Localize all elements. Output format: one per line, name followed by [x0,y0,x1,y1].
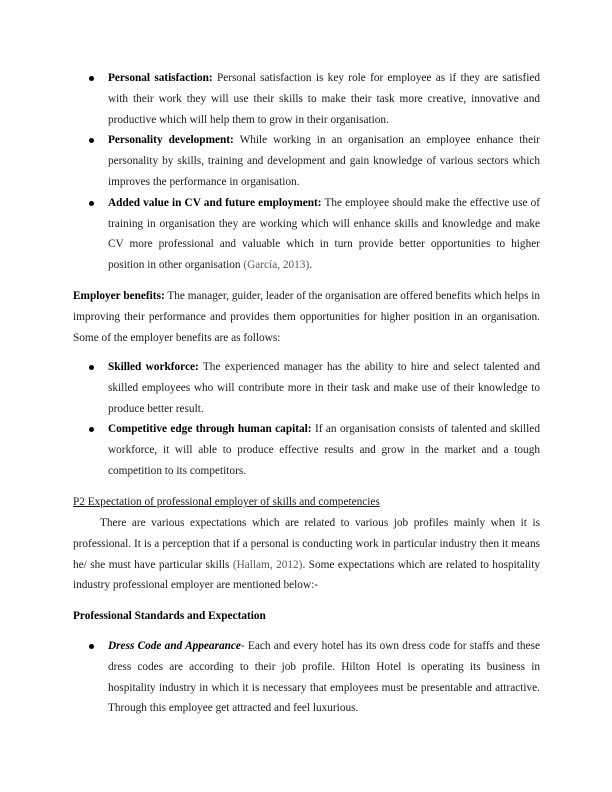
list-item [73,130,540,192]
paragraph-text-end: . Some expectations which are related to hospitality industry professional employer are mentioned below:- [73,558,540,592]
list-item [73,636,540,719]
benefits-bullet-list [73,68,540,276]
bullet-icon [89,644,94,649]
citation: (Hallam, 2012) [232,558,303,571]
list-item [73,419,540,481]
item-text: While working in an organisation an employee enhance their personality by skills, training and development and gain knowledge of various sectors which improves the performance in organisation. [108,134,540,188]
item-term: Skilled workforce: [108,361,199,373]
list-item [73,193,540,276]
bullet-icon [89,201,94,206]
item-text: The experienced manager has the ability to hire and select talented and skilled employees who will contribute more in their task and make use of their knowledge to produce better result. [108,361,540,415]
bullet-icon [89,76,94,81]
item-text: - Each and every hotel has its own dress code for staffs and these dress codes are according to their job profile. Hilton Hotel is operating its business in hospitality industry in which it is necessary that employees must be presentable and attractive. Through this employee get attracted and feel luxurious. [108,640,540,715]
item-term: Personality development: [108,134,234,147]
employer-benefits-paragraph [73,286,540,348]
item-tail: . [309,259,313,272]
paragraph-text: There are various expectations which are related to various job profiles mainly when it is professional. It is a perception that if a personal is conducting work in particular industry then it means he/ she must have particular skills [73,517,540,571]
p2-paragraph [73,513,540,596]
employer-benefits-list [73,357,540,482]
item-text: If an organisation consists of talented and skilled workforce, it will able to produce effective results and grow in the market and a tough competition to its competitors. [108,423,540,477]
item-term: Personal satisfaction: [108,72,213,84]
citation: (García, 2013) [243,259,310,272]
item-text: Personal satisfaction is key role for employee as if they are satisfied with their work they will use their skills to make their task more creative, innovative and productive which will help them to grow in their organisation. [108,72,541,126]
bullet-icon [89,365,94,370]
item-text: The employee should make the effective use of training in organisation they are working which will enhance skills and knowledge and make CV more professional and valuable which in turn provide better opportunities to higher position in other organisation [108,196,541,272]
paragraph-term: Employer benefits: [73,290,165,302]
item-term: Added value in CV and future employment: [108,196,322,209]
bullet-icon [89,138,94,143]
standards-list [73,636,540,719]
item-term: Dress Code and Appearance [108,640,241,652]
list-item [73,357,540,419]
section-heading-standards: Professional Standards and Expectation [73,610,266,622]
list-item [73,68,540,130]
bullet-icon [89,427,94,432]
section-heading-p2: P2 Expectation of professional employer of skills and competencies [73,496,380,508]
item-term: Competitive edge through human capital: [108,423,312,436]
paragraph-text: The manager, guider, leader of the organisation are offered benefits which helps in improving their performance and provides them opportunities for higher position in an organisation. Some of the employer benefits are as follows: [73,290,540,344]
